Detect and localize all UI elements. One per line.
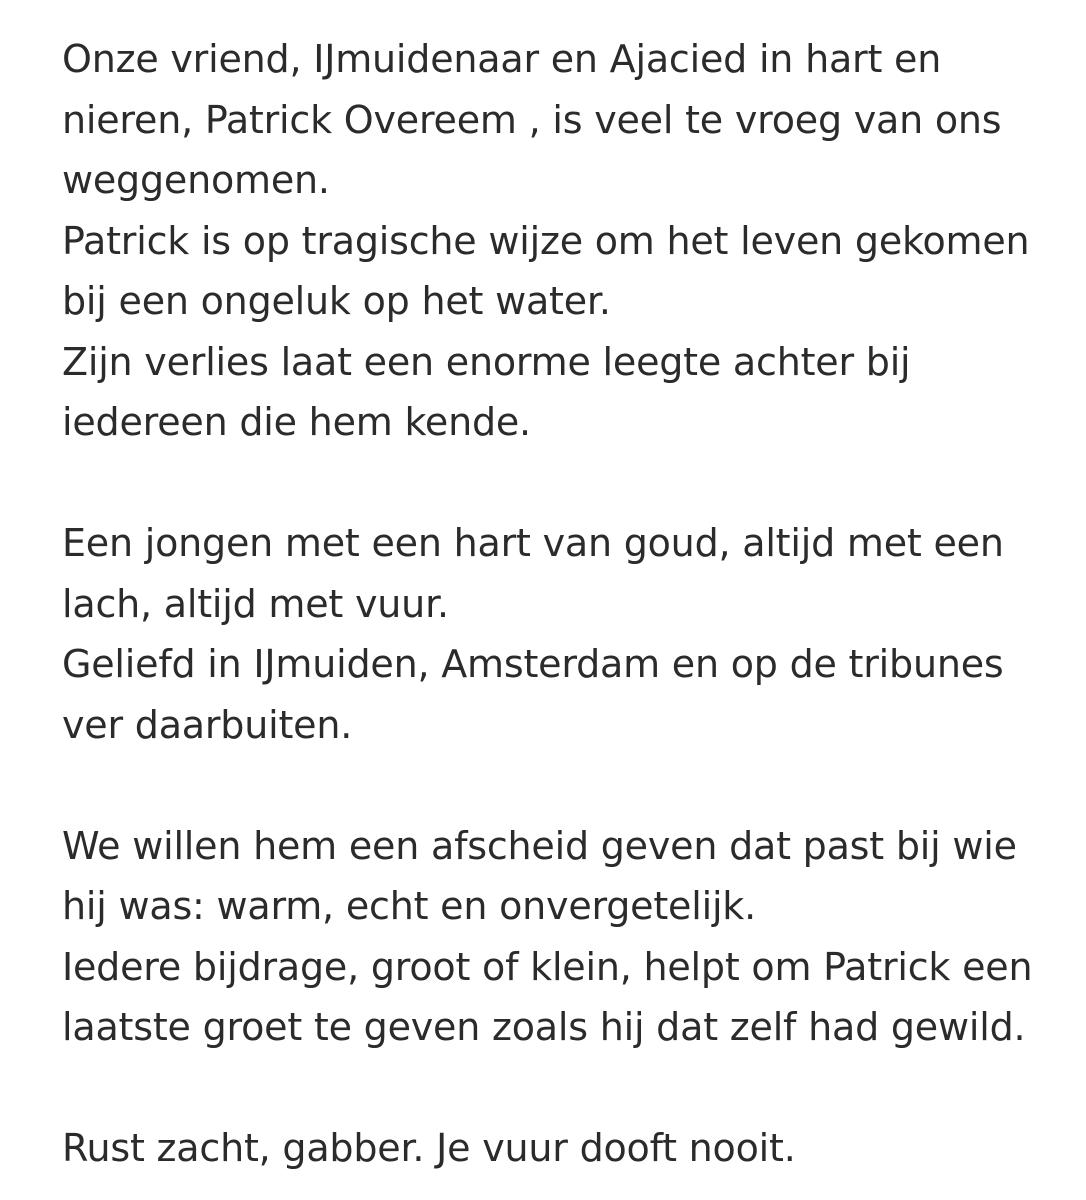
text-line: We willen hem een afscheid geven dat past bij wie <box>62 823 1017 868</box>
text-line: hij was: warm, echt en onvergetelijk. <box>62 884 756 928</box>
paragraph-character <box>62 513 1062 755</box>
text-line: Iedere bijdrage, groot of klein, helpt om Patrick een <box>62 944 1033 989</box>
text-line: ver daarbuiten. <box>62 702 353 747</box>
text-line: lach, altijd met vuur. <box>62 581 449 626</box>
text-line: weggenomen. <box>62 158 330 202</box>
text-line: Geliefd in IJmuiden, Amsterdam en op de tribunes <box>62 642 1004 686</box>
text-line: Patrick is op tragische wijze om het leven gekomen <box>62 218 1030 263</box>
memorial-text <box>62 29 1062 1179</box>
text-line: Zijn verlies laat een enorme leegte achter bij <box>62 339 911 384</box>
text-line: nieren, Patrick Overeem , is veel te vroeg van ons <box>62 97 1002 142</box>
text-line: Rust zacht, gabber. Je vuur dooft nooit. <box>62 1126 796 1170</box>
text-line: Een jongen met een hart van goud, altijd met een <box>62 521 1004 565</box>
text-line: laatste groet te geven zoals hij dat zelf had gewild. <box>62 1005 1026 1049</box>
text-line: iedereen die hem kende. <box>62 400 531 444</box>
paragraph-farewell <box>62 816 1062 1058</box>
text-line: bij een ongeluk op het water. <box>62 279 611 323</box>
text-line: Onze vriend, IJmuidenaar en Ajacied in hart en <box>62 37 942 81</box>
paragraph-intro <box>62 29 1062 453</box>
paragraph-closing <box>62 1118 1062 1179</box>
